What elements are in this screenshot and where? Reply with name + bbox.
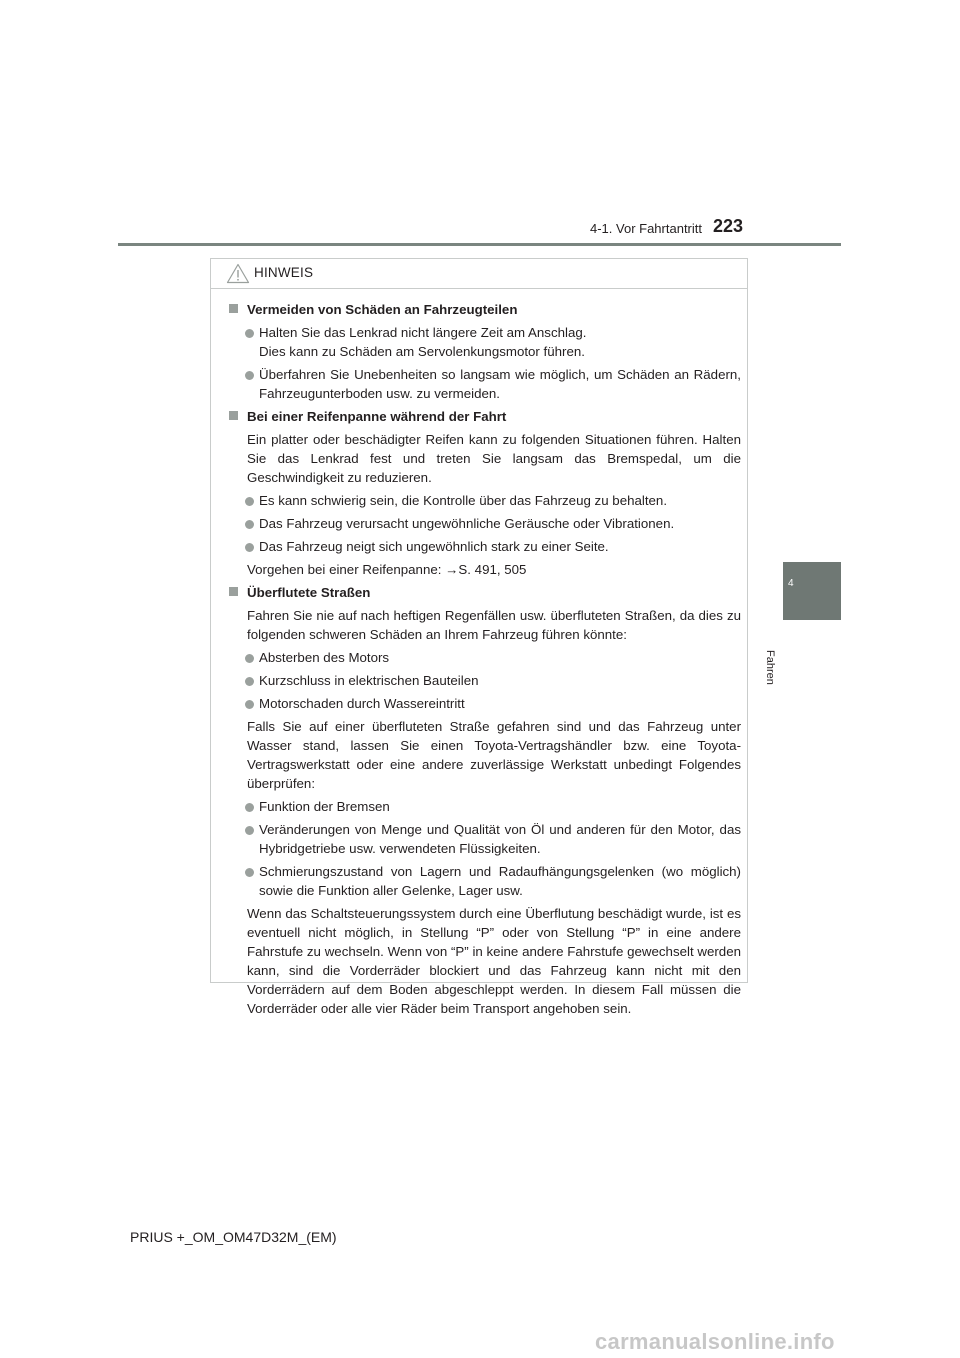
paragraph bbox=[229, 560, 741, 579]
bullet-item bbox=[229, 491, 741, 510]
section-heading bbox=[229, 300, 741, 319]
bullet-item bbox=[229, 820, 741, 858]
paragraph-text: Wenn das Schaltsteuerungssystem durch eine Überflutung beschädigt wurde, ist es eventuell nicht möglich, in Stellung “P” oder von Stellung “P” in eine andere Fahrstufe zu wechseln. Wenn von “P” in keine andere Fahrstufe gewechselt werden kann, sind die Vorderräder blockiert und das Fahrzeug kann nicht mit den Vorderrädern auf dem Boden abgeschleppt werden. In diesem Fall müssen die Vorderräder oder alle vier Räder beim Transport angehoben sein. bbox=[247, 906, 741, 1016]
square-bullet-icon bbox=[229, 587, 238, 596]
round-bullet-icon bbox=[245, 803, 254, 812]
paragraph-text: Vorgehen bei einer Reifenpanne: →S. 491, 505 bbox=[247, 562, 527, 577]
paragraph bbox=[229, 430, 741, 487]
bullet-item bbox=[229, 862, 741, 900]
chapter-tab-label-wrap bbox=[764, 620, 814, 685]
section-heading-text: Bei einer Reifenpanne während der Fahrt bbox=[247, 409, 507, 424]
bullet-item bbox=[229, 694, 741, 713]
round-bullet-icon bbox=[245, 677, 254, 686]
bullet-text: Halten Sie das Lenkrad nicht längere Zeit am Anschlag. Dies kann zu Schäden am Servolenkungsmotor führen. bbox=[259, 325, 587, 359]
warning-triangle-icon bbox=[226, 263, 250, 284]
round-bullet-icon bbox=[245, 654, 254, 663]
paragraph bbox=[229, 606, 741, 644]
paragraph bbox=[229, 904, 741, 1018]
bullet-text: Absterben des Motors bbox=[259, 650, 390, 665]
bullet-text: Kurzschluss in elektrischen Bauteilen bbox=[259, 673, 479, 688]
bullet-item bbox=[229, 648, 741, 667]
round-bullet-icon bbox=[245, 826, 254, 835]
bullet-text: Es kann schwierig sein, die Kontrolle über das Fahrzeug zu behalten. bbox=[259, 493, 668, 508]
square-bullet-icon bbox=[229, 411, 238, 420]
paragraph-text: Falls Sie auf einer überfluteten Straße gefahren sind und das Fahrzeug unter Wasser stand, lassen Sie einen Toyota-Vertragshändler bzw. eine Toyota-Vertragswerkstatt oder eine andere zuverlässige Werkstatt unbedingt Folgendes überprüfen: bbox=[247, 719, 741, 791]
bullet-text: Überfahren Sie Unebenheiten so langsam wie möglich, um Schäden an Rädern, Fahrzeugunterboden usw. zu vermeiden. bbox=[259, 367, 741, 401]
section-heading bbox=[229, 407, 741, 426]
bullet-item bbox=[229, 514, 741, 533]
watermark[interactable]: carmanualsonline.info bbox=[595, 1329, 835, 1354]
notice-title: HINWEIS bbox=[254, 265, 314, 280]
chapter-tab bbox=[783, 562, 841, 620]
bullet-text: Motorschaden durch Wassereintritt bbox=[259, 696, 465, 711]
notice-header bbox=[211, 259, 747, 289]
bullet-text: Das Fahrzeug neigt sich ungewöhnlich stark zu einer Seite. bbox=[259, 539, 609, 554]
bullet-item bbox=[229, 671, 741, 690]
paragraph-text: Ein platter oder beschädigter Reifen kann zu folgenden Situationen führen. Halten Sie das Lenkrad fest und treten Sie langsam das Bremspedal, um die Geschwindigkeit zu reduzieren. bbox=[247, 432, 741, 485]
bullet-text: Schmierungszustand von Lagern und Radaufhängungsgelenken (wo möglich) sowie die Funktion aller Gelenke, Lager usw. bbox=[259, 864, 741, 898]
bullet-item bbox=[229, 323, 741, 361]
page-number: 223 bbox=[713, 216, 744, 236]
bullet-text: Das Fahrzeug verursacht ungewöhnliche Geräusche oder Vibrationen. bbox=[259, 516, 675, 531]
header-section-title: 4-1. Vor Fahrtantritt bbox=[590, 221, 702, 236]
bullet-item bbox=[229, 537, 741, 556]
round-bullet-icon bbox=[245, 868, 254, 877]
round-bullet-icon bbox=[245, 329, 254, 338]
section-heading-text: Überflutete Straßen bbox=[247, 585, 371, 600]
header-divider bbox=[118, 243, 841, 246]
round-bullet-icon bbox=[245, 700, 254, 709]
bullet-item bbox=[229, 365, 741, 403]
bullet-text: Veränderungen von Menge und Qualität von Öl und anderen für den Motor, das Hybridgetriebe usw. verwendeten Flüssigkeiten. bbox=[259, 822, 741, 856]
paragraph bbox=[229, 717, 741, 793]
square-bullet-icon bbox=[229, 304, 238, 313]
bullet-text: Funktion der Bremsen bbox=[259, 799, 390, 814]
round-bullet-icon bbox=[245, 520, 254, 529]
section-heading bbox=[229, 583, 741, 602]
notice-body bbox=[211, 289, 747, 1018]
round-bullet-icon bbox=[245, 497, 254, 506]
chapter-tab-number: 4 bbox=[788, 578, 794, 589]
paragraph-text: Fahren Sie nie auf nach heftigen Regenfällen usw. überfluteten Straßen, da dies zu folgenden schweren Schäden an Ihrem Fahrzeug führen könnte: bbox=[247, 608, 741, 642]
round-bullet-icon bbox=[245, 371, 254, 380]
chapter-tab-label: Fahren bbox=[764, 650, 776, 685]
round-bullet-icon bbox=[245, 543, 254, 552]
document-code: PRIUS +_OM_OM47D32M_(EM) bbox=[130, 1229, 337, 1245]
bullet-item bbox=[229, 797, 741, 816]
notice-box bbox=[210, 258, 748, 1016]
section-heading-text: Vermeiden von Schäden an Fahrzeugteilen bbox=[247, 302, 518, 317]
